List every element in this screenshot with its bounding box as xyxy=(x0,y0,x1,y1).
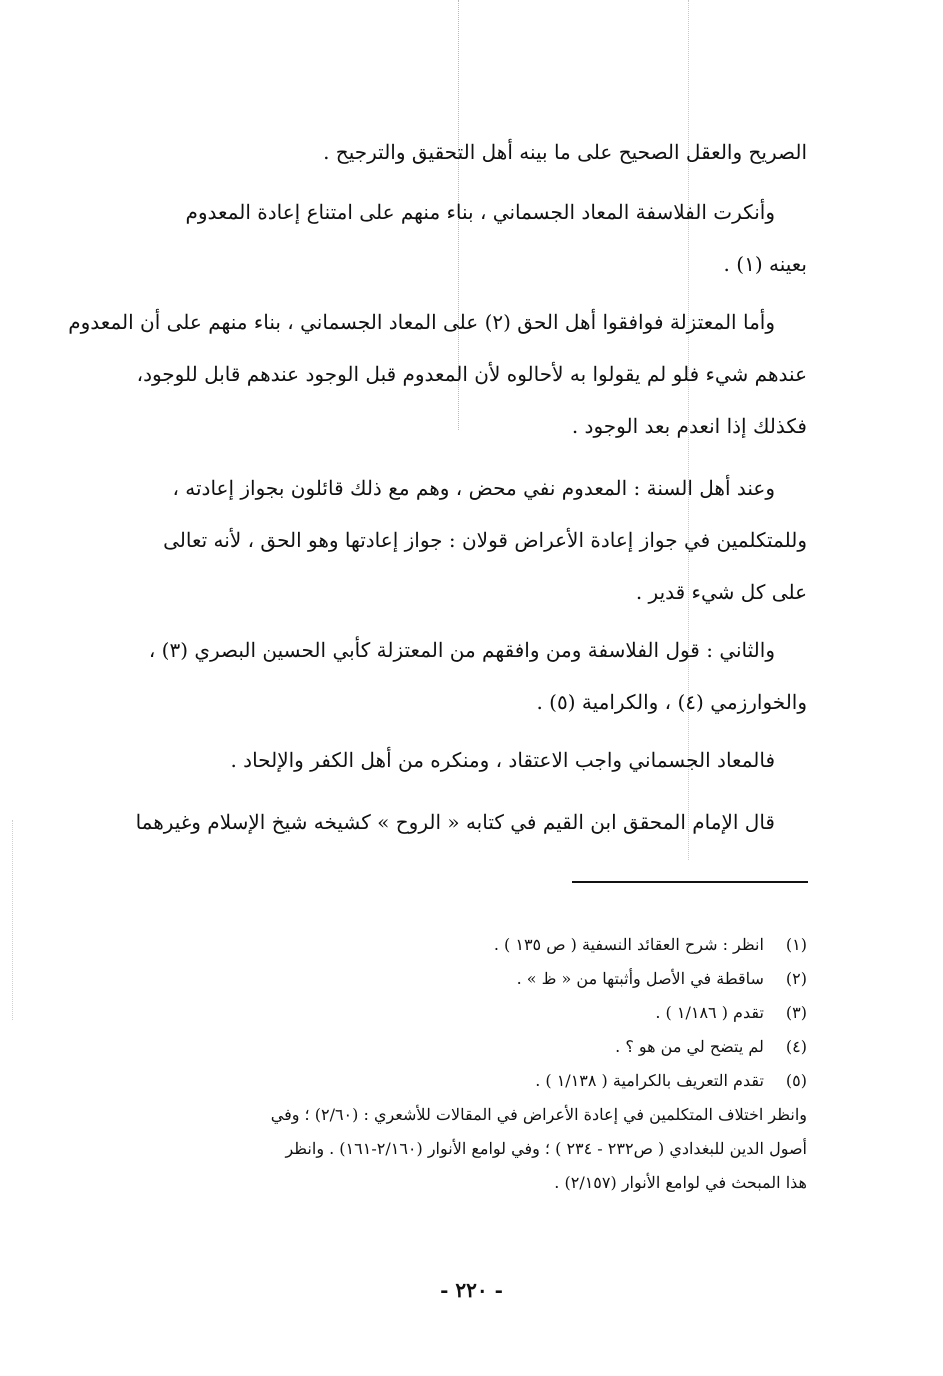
paragraph-4 xyxy=(107,462,807,618)
text-line: والخوارزمي (٤) ، والكرامية (٥) . xyxy=(536,690,807,714)
footnote-number: (٢) xyxy=(785,969,807,988)
footnote-number: (٣) xyxy=(785,1003,807,1022)
text-line: وأنكرت الفلاسفة المعاد الجسماني ، بناء منهم على امتناع إعادة المعدوم xyxy=(185,200,775,224)
footnote-item xyxy=(107,1064,807,1098)
footnote-item xyxy=(107,962,807,996)
footnote-text: ساقطة في الأصل وأثبتها من « ظ » . xyxy=(516,969,764,988)
footnote-number: (٥) xyxy=(785,1071,807,1090)
footnote-item xyxy=(107,996,807,1030)
footnote-separator xyxy=(572,881,808,883)
footnotes xyxy=(107,928,807,1200)
paragraph-6 xyxy=(107,734,807,786)
text-line: وأما المعتزلة فوافقوا أهل الحق (٢) على المعاد الجسماني ، بناء منهم على أن المعدوم xyxy=(68,310,775,334)
text-line: على كل شيء قدير . xyxy=(635,580,807,604)
page-number: - ٢٢٠ - xyxy=(440,1278,503,1302)
footnote-extra-line: أصول الدين للبغدادي ( ص٢٣٢ - ٢٣٤ ) ؛ وفي لوامع الأنوار (٢/١٦٠-١٦١) . وانظر xyxy=(285,1139,807,1158)
paragraph-5 xyxy=(107,624,807,728)
text-line: بعينه (١) . xyxy=(723,252,807,276)
text-line: قال الإمام المحقق ابن القيم في كتابه « الروح » كشيخه شيخ الإسلام وغيرهما xyxy=(135,810,775,834)
text-line: فالمعاد الجسماني واجب الاعتقاد ، ومنكره من أهل الكفر والإلحاد . xyxy=(230,748,775,772)
paragraph-7 xyxy=(107,796,807,848)
footnote-text: لم يتضح لي من هو ؟ . xyxy=(615,1037,764,1056)
paragraph-2 xyxy=(107,186,807,290)
footnote-number: (١) xyxy=(785,935,807,954)
text-line: والثاني : قول الفلاسفة ومن وافقهم من المعتزلة كأبي الحسين البصري (٣) ، xyxy=(148,638,775,662)
text-line: عندهم شيء فلو لم يقولوا به لأحالوه لأن المعدوم قبل الوجود عندهم قابل للوجود، xyxy=(136,362,807,386)
footnote-item xyxy=(107,928,807,962)
paragraph-1 xyxy=(107,126,807,178)
footnote-item xyxy=(107,1030,807,1064)
paragraph-3 xyxy=(68,296,807,452)
scan-artifact-line xyxy=(12,820,13,1020)
footnote-text: تقدم التعريف بالكرامية ( ١/١٣٨ ) . xyxy=(535,1071,764,1090)
text-line: فكذلك إذا انعدم بعد الوجود . xyxy=(571,414,807,438)
footnote-extra-line: وانظر اختلاف المتكلمين في إعادة الأعراض في المقالات للأشعري : (٢/٦٠) ؛ وفي xyxy=(270,1105,807,1124)
text-line: وللمتكلمين في جواز إعادة الأعراض قولان : جواز إعادتها وهو الحق ، لأنه تعالى xyxy=(163,528,807,552)
footnote-text: انظر : شرح العقائد النسفية ( ص ١٣٥ ) . xyxy=(493,935,764,954)
footnote-extra-line: هذا المبحث في لوامع الأنوار (٢/١٥٧) . xyxy=(554,1173,807,1192)
footnote-text: تقدم ( ١/١٨٦ ) . xyxy=(655,1003,764,1022)
text-line: وعند أهل السنة : المعدوم نفي محض ، وهم مع ذلك قائلون بجواز إعادته ، xyxy=(172,476,775,500)
footnote-number: (٤) xyxy=(785,1037,807,1056)
text-line: الصريح والعقل الصحيح على ما بينه أهل التحقيق والترجيح . xyxy=(323,140,807,164)
